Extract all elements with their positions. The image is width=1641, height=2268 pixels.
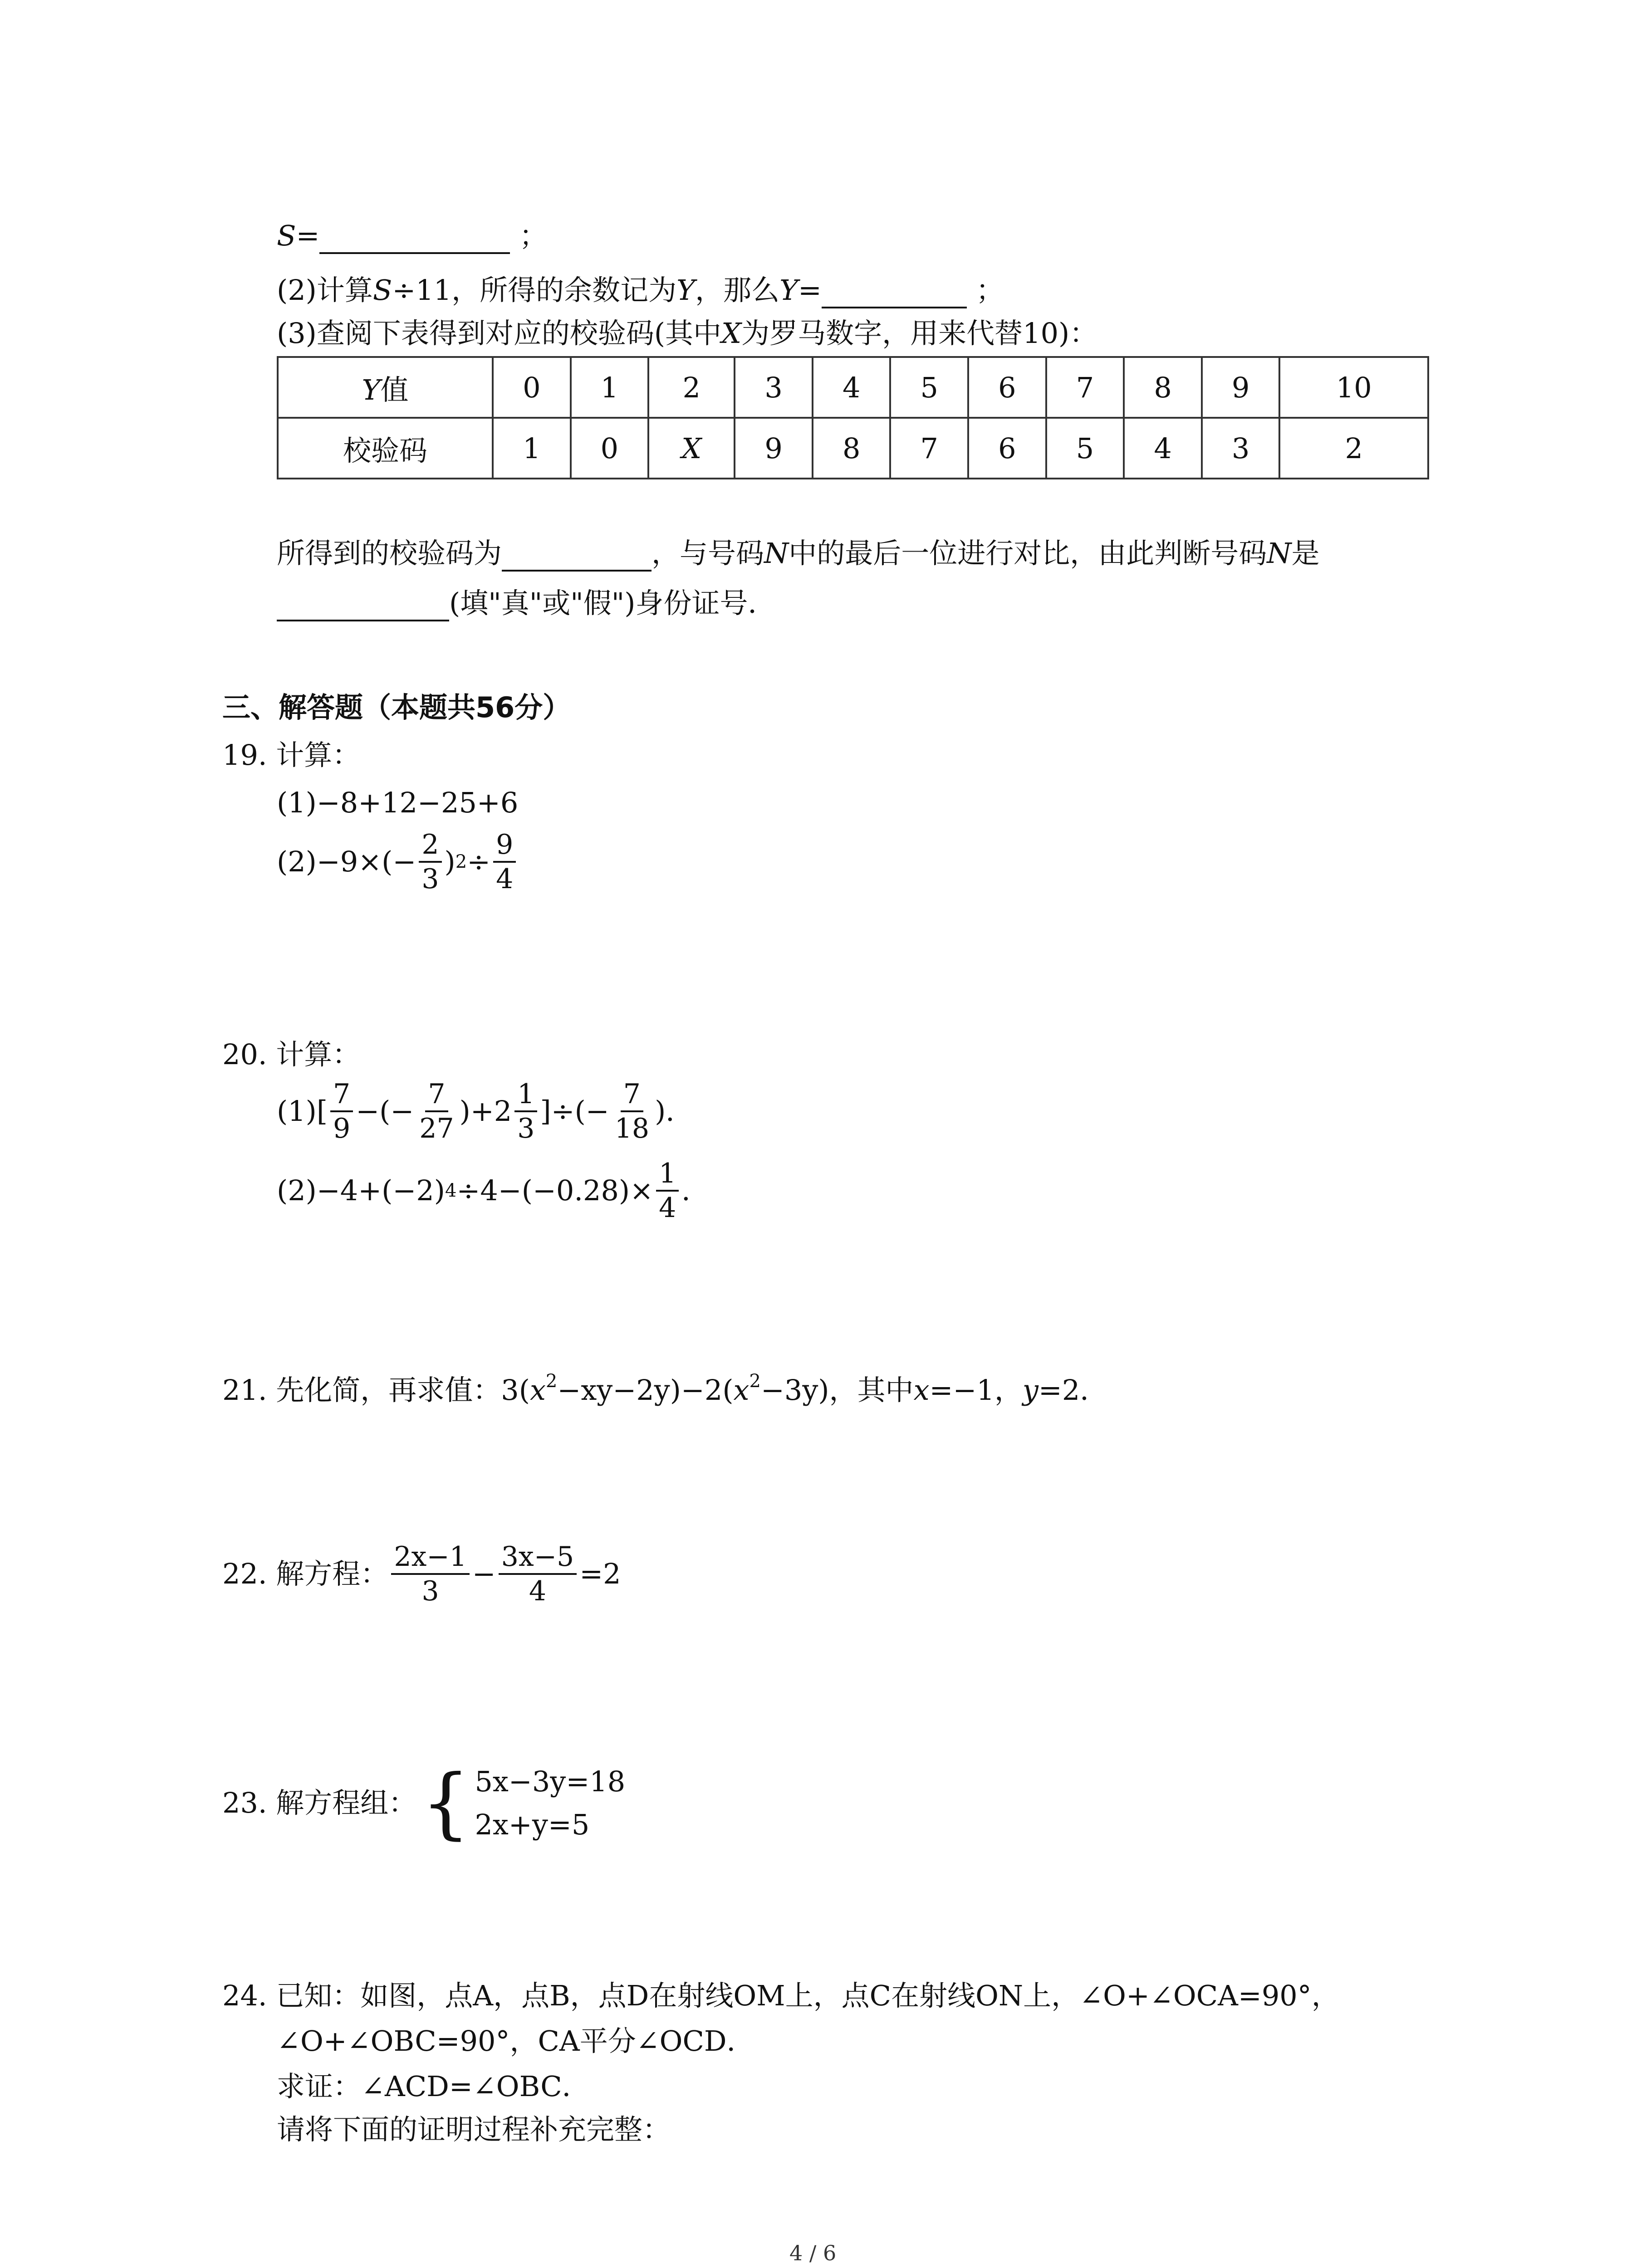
q21-text: 21. 先化简，再求值：$3(x^2-xy-2y)-2(x^2-3y)$，其中x=−1，y=2． <box>222 1371 1108 1407</box>
fraction: $\frac{1}{4}$ <box>656 1157 679 1224</box>
q19-part2: (2)−9×(− $\frac{2}{3}$ ) 2 ÷ $\frac{9}{4}$ <box>277 826 519 898</box>
table-header-y: Y值 <box>278 357 493 418</box>
s-answer-blank[interactable] <box>319 225 510 254</box>
table-row <box>278 418 1428 479</box>
table-cell: 3 <box>1202 418 1280 479</box>
table-cell: 8 <box>1124 357 1202 418</box>
fraction: $\frac{9}{4}$ <box>493 828 516 895</box>
fraction: $\frac{7}{27}$ <box>419 1078 454 1144</box>
table-cell: 2 <box>648 357 735 418</box>
fraction: $\frac{1}{3}$ <box>514 1078 537 1145</box>
fraction: $\frac{2x-1}{3}$ <box>391 1540 469 1608</box>
q18-part3: (3)查阅下表得到对应的校验码(其中X为罗马数字，用来代替10)： <box>277 317 1098 350</box>
table-cell: X <box>648 418 735 479</box>
page-number: 4 / 6 <box>789 2241 837 2265</box>
fraction: $\frac{2}{3}$ <box>419 828 441 895</box>
fraction: $\frac{3x-5}{4}$ <box>499 1540 577 1608</box>
q20-part2: (2)−4+(−2) 4 ÷4−(−0.28)× $\frac{1}{4}$ ． <box>277 1158 710 1224</box>
s-label: S= <box>277 219 320 252</box>
q24-line3: 求证：∠ACD=∠OBC． <box>277 2070 590 2103</box>
q19-part1: (1)−8+12−25+6 <box>277 786 519 819</box>
q18-after-line1: 所得到的校验码为 ，与号码N中的最后一位进行对比，由此判断号码N是 <box>277 535 1320 572</box>
s-fill-line: S= ； <box>277 218 547 254</box>
y-answer-blank[interactable] <box>822 279 967 308</box>
table-cell: 6 <box>968 357 1046 418</box>
q24-line1: 24. 已知：如图，点A，点B，点D在射线OM上，点C在射线ON上，∠O+∠OCA=90°， <box>222 1979 1340 2012</box>
table-cell: 8 <box>813 418 891 479</box>
equation-list: 5x−3y=18 2x+y=5 <box>475 1765 626 1841</box>
q18-after-line2: (填"真"或"假")身份证号． <box>277 585 776 621</box>
fraction: $\frac{7}{9}$ <box>330 1078 353 1145</box>
true-false-blank[interactable] <box>277 592 449 621</box>
table-cell: 0 <box>571 418 649 479</box>
q24-line2: ∠O+∠OBC=90°，CA平分∠OCD． <box>277 2024 755 2058</box>
table-cell: 9 <box>735 418 813 479</box>
table-cell: 10 <box>1279 357 1428 418</box>
q20-label: 20. 计算： <box>222 1038 361 1071</box>
table-cell: 9 <box>1202 357 1280 418</box>
q24-line4: 请将下面的证明过程补充完整： <box>277 2113 671 2146</box>
table-cell: 5 <box>890 357 968 418</box>
table-cell: 7 <box>890 418 968 479</box>
table-cell: 7 <box>1046 357 1124 418</box>
q20-part1: (1)[ $\frac{7}{9}$ −(− $\frac{7}{27}$ )+2 $\frac{1}{3}$ ]÷(− $\frac{7}{18}$ )． <box>277 1078 694 1144</box>
table-row <box>278 357 1428 418</box>
q23-system: 23. 解方程组： { 5x−3y=18 2x+y=5 <box>222 1758 626 1848</box>
section-heading: 三、解答题（本题共56分） <box>222 691 571 724</box>
q22-equation: 22. 解方程： $\frac{2x-1}{3}$ − $\frac{3x-5}{4}$ =2 <box>222 1541 621 1607</box>
table-cell: 4 <box>813 357 891 418</box>
table-cell: 1 <box>571 357 649 418</box>
check-code-blank[interactable] <box>502 543 652 572</box>
table-cell: 2 <box>1279 418 1428 479</box>
table-cell: 5 <box>1046 418 1124 479</box>
table-cell: 1 <box>493 418 571 479</box>
table-cell: 6 <box>968 418 1046 479</box>
check-code-table <box>277 356 1429 479</box>
fraction: $\frac{7}{18}$ <box>614 1078 650 1144</box>
table-cell: 0 <box>493 357 571 418</box>
q18-part2: (2)计算S÷11，所得的余数记为Y，那么Y= ； <box>277 272 1004 308</box>
q19-label: 19. 计算： <box>222 738 361 772</box>
table-cell: 3 <box>735 357 813 418</box>
table-header-code: 校验码 <box>278 418 493 479</box>
table-cell: 4 <box>1124 418 1202 479</box>
brace-symbol: { <box>421 1758 470 1848</box>
